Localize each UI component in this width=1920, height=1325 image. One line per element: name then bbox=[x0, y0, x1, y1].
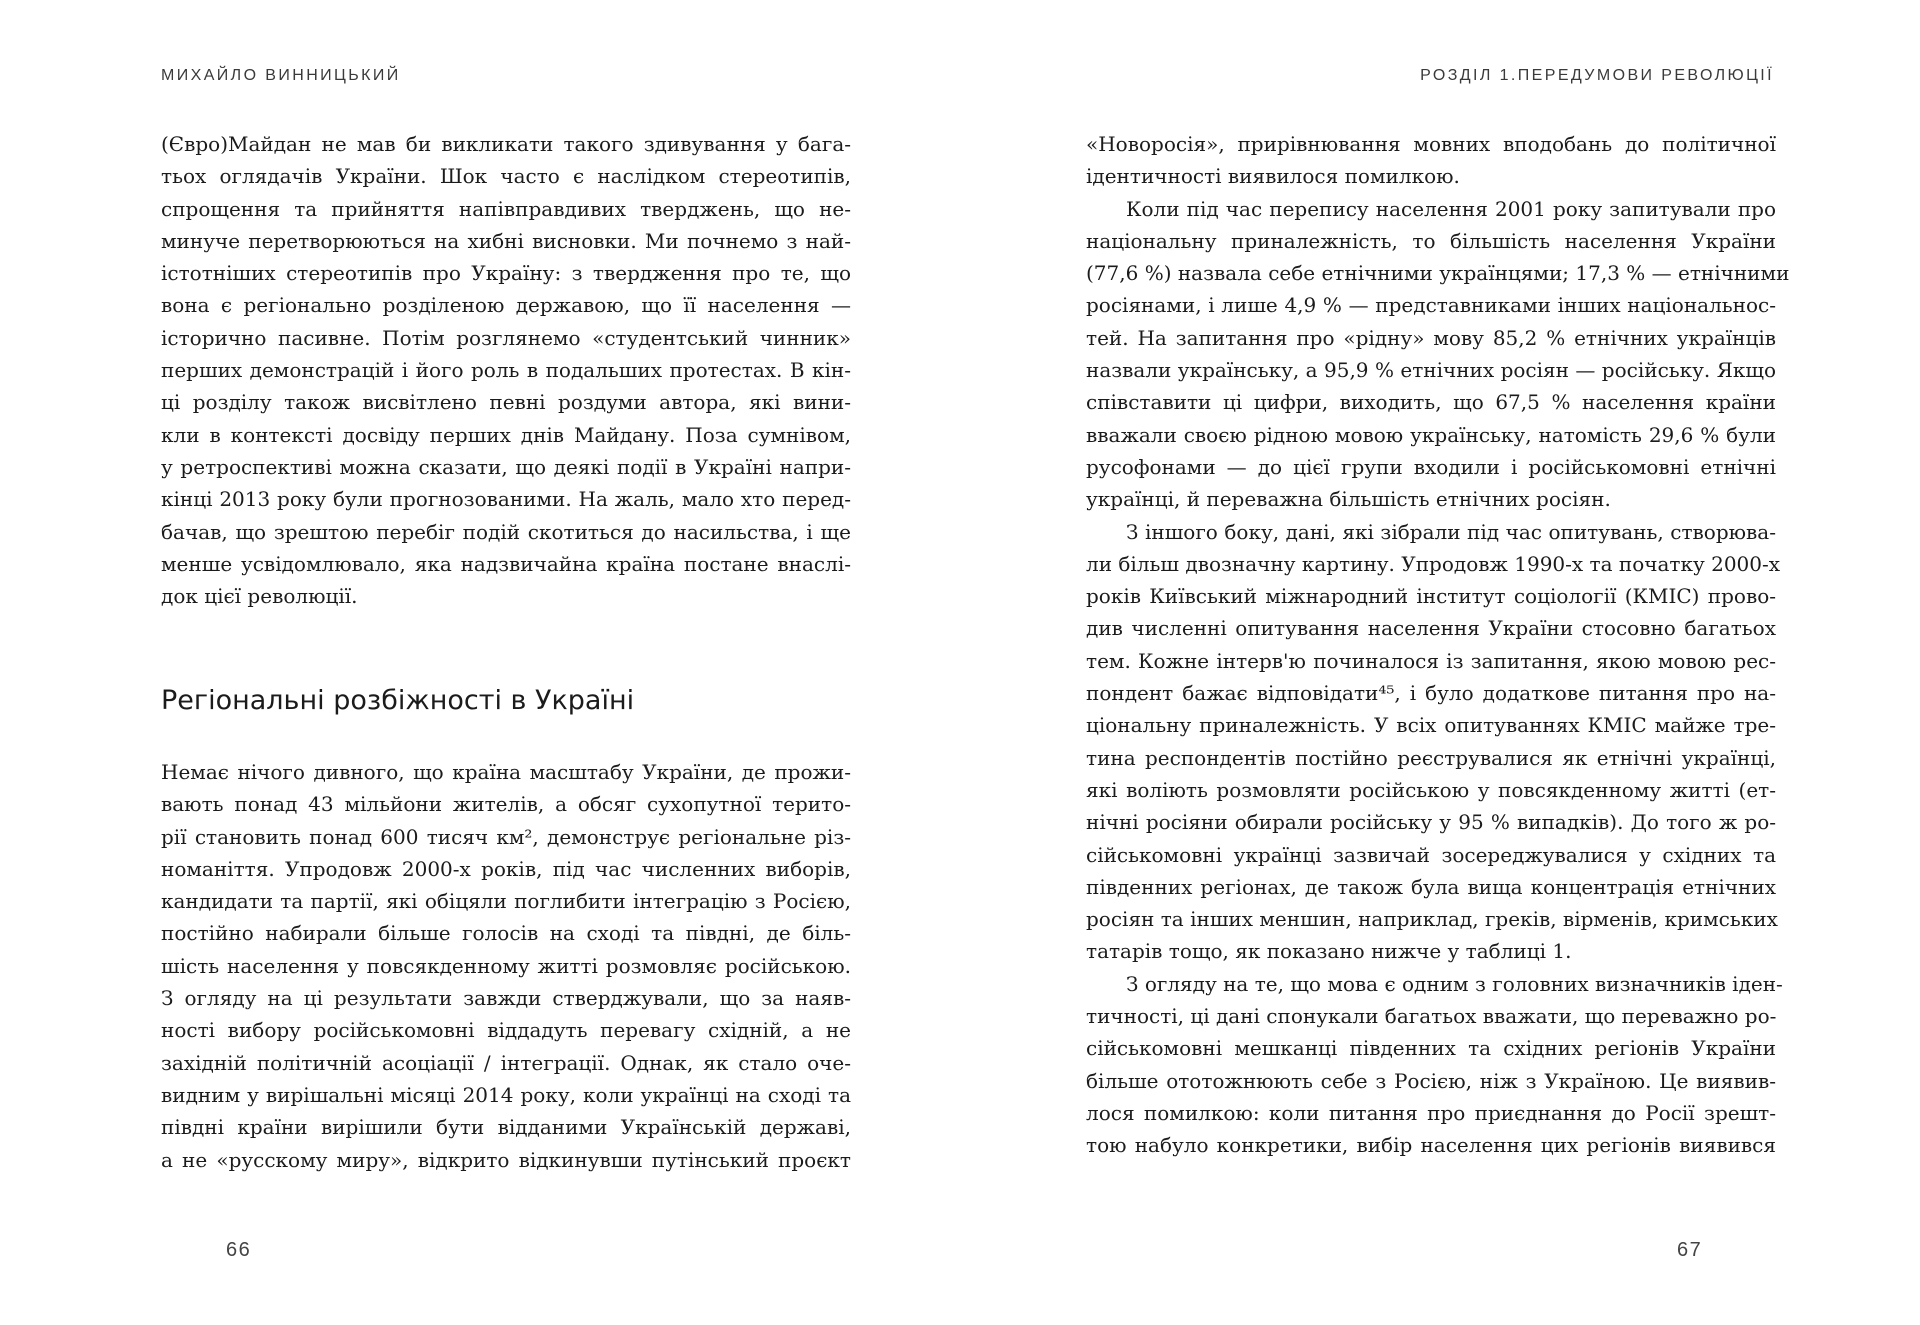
text-line: номаніття. Упродовж 2000-х років, під час численних виборів, bbox=[161, 856, 851, 881]
left-running-head: МИХАЙЛО ВИННИЦЬКИЙ bbox=[161, 67, 401, 84]
text-line: тина респондентів постійно реєструвалися як етнічні українці, bbox=[1086, 745, 1776, 770]
text-line: років Київський міжнародний інститут соціології (КМІС) прово- bbox=[1086, 584, 1776, 609]
text-line: тьох оглядачів України. Шок часто є наслідком стереотипів, bbox=[161, 164, 851, 189]
text-line: З іншого боку, дані, які зібрали під час опитувань, створюва- bbox=[1126, 519, 1776, 544]
text-line: вона є регіонально розділеною державою, що її населення — bbox=[161, 293, 851, 318]
text-line: русофонами — до цієї групи входили і російськомовні етнічні bbox=[1086, 454, 1776, 479]
text-line: видним у вирішальні місяці 2014 року, коли українці на сході та bbox=[161, 1082, 851, 1107]
text-line: південних регіонах, де також була вища концентрація етнічних bbox=[1086, 874, 1776, 899]
text-line: у ретроспективі можна сказати, що деякі події в Україні напри- bbox=[161, 454, 851, 479]
text-line: назвали українську, а 95,9 % етнічних росіян — російську. Якщо bbox=[1086, 358, 1776, 383]
text-line: кінці 2013 року були прогнозованими. На жаль, мало хто перед- bbox=[161, 487, 851, 512]
text-line: тей. На запитання про «рідну» мову 85,2 % етнічних українців bbox=[1086, 325, 1776, 350]
text-line: (Євро)Майдан не мав би викликати такого здивування у бага- bbox=[161, 132, 851, 156]
text-line: західній політичній асоціації / інтеграції. Однак, як стало оче- bbox=[161, 1050, 851, 1075]
text-line: рії становить понад 600 тисяч км², демонструє регіональне різ- bbox=[161, 824, 851, 849]
text-line: вають понад 43 мільйони жителів, а обсяг сухопутної терито- bbox=[161, 792, 851, 817]
text-line: українці, й переважна більшість етнічних росіян. bbox=[1086, 487, 1611, 512]
text-line: вважали своєю рідною мовою українську, натомість 29,6 % були bbox=[1086, 422, 1776, 447]
text-line: кли в контексті досвіду перших днів Майдану. Поза сумнівом, bbox=[161, 422, 851, 447]
text-line: перших демонстрацій і його роль в подальших протестах. В кін- bbox=[161, 358, 851, 383]
right-page bbox=[960, 0, 1920, 1325]
left-page-number: 66 bbox=[226, 1239, 252, 1261]
text-line: а не «русскому миру», відкрито відкинувши путінський проєкт bbox=[161, 1147, 851, 1172]
right-page-number: 67 bbox=[1677, 1239, 1703, 1261]
text-line: істотніших стереотипів про Україну: з твердження про те, що bbox=[161, 261, 851, 286]
text-line: сійськомовні українці зазвичай зосереджувалися у східних та bbox=[1086, 842, 1776, 867]
text-line: більше ототожнюють себе з Росією, ніж з Україною. Це виявив- bbox=[1086, 1068, 1776, 1093]
text-line: шість населення у повсякденному житті розмовляє російською. bbox=[161, 953, 851, 978]
text-line: сійськомовні мешканці південних та східних регіонів України bbox=[1086, 1036, 1776, 1061]
text-line: тичності, ці дані спонукали багатьох вважати, що переважно ро- bbox=[1086, 1004, 1777, 1029]
text-line: національну приналежність, то більшість населення України bbox=[1086, 228, 1776, 253]
text-line: нічні росіяни обирали російську у 95 % випадків). До того ж ро- bbox=[1086, 810, 1776, 835]
text-line: ціональну приналежність. У всіх опитуваннях КМІС майже тре- bbox=[1086, 713, 1776, 738]
text-line: ності вибору російськомовні віддадуть перевагу східній, а не bbox=[161, 1018, 851, 1043]
text-line: постійно набирали більше голосів на сході та півдні, де біль- bbox=[161, 921, 851, 946]
text-line: «Новоросія», прирівнювання мовних вподобань до політичної bbox=[1086, 132, 1776, 156]
text-line: минуче перетворюються на хибні висновки. Ми почнемо з най- bbox=[161, 228, 851, 253]
text-line: росіянами, і лише 4,9 % — представниками інших національнос- bbox=[1086, 293, 1776, 318]
text-line: бачав, що зрештою перебіг подій скотиться до насильства, і ще bbox=[161, 519, 851, 544]
text-line: ідентичності виявилося помилкою. bbox=[1086, 164, 1460, 189]
section-heading: Регіональні розбіжності в Україні bbox=[161, 685, 635, 716]
text-line: тем. Кожне інтерв'ю починалося із запитання, якою мовою рес- bbox=[1086, 648, 1776, 673]
text-line: Коли під час перепису населення 2001 року запитували про bbox=[1126, 196, 1776, 221]
text-line: півдні країни вирішили бути відданими Українській державі, bbox=[161, 1115, 851, 1140]
text-line: лося помилкою: коли питання про приєднання до Росії зрешт- bbox=[1086, 1100, 1776, 1125]
text-line: див численні опитування населення України стосовно багатьох bbox=[1086, 616, 1776, 641]
text-line: які воліють розмовляти російською у повсякденному житті (ет- bbox=[1086, 777, 1776, 802]
text-line: менше усвідомлювало, яка надзвичайна країна постане внаслі- bbox=[161, 551, 851, 576]
right-text-block bbox=[1086, 128, 1790, 1162]
text-line: тою набуло конкретики, вибір населення цих регіонів виявився bbox=[1086, 1133, 1776, 1158]
left-paragraph-1 bbox=[161, 128, 851, 612]
text-line: ли більш двозначну картину. Упродовж 1990-х та початку 2000-х bbox=[1086, 551, 1781, 576]
text-line: історично пасивне. Потім розглянемо «студентський чинник» bbox=[161, 325, 851, 350]
text-line: З огляду на ці результати завжди стверджували, що за наяв- bbox=[161, 986, 851, 1011]
text-line: З огляду на те, що мова є одним з головних визначників іден- bbox=[1126, 971, 1783, 996]
right-running-head: РОЗДІЛ 1.ПЕРЕДУМОВИ РЕВОЛЮЦІЇ bbox=[1420, 67, 1774, 84]
text-line: (77,6 %) назвала себе етнічними українцями; 17,3 % — етнічними bbox=[1086, 261, 1790, 286]
text-line: татарів тощо, як показано нижче у таблиці 1. bbox=[1086, 939, 1572, 964]
text-line: Немає нічого дивного, що країна масштабу України, де прожи- bbox=[161, 760, 851, 784]
text-line: ці розділу також висвітлено певні роздуми автора, які вини- bbox=[161, 390, 851, 415]
text-line: кандидати та партії, які обіцяли поглибити інтеграцію з Росією, bbox=[161, 889, 851, 914]
left-paragraph-2 bbox=[161, 756, 851, 1176]
text-line: спрощення та прийняття напівправдивих тверджень, що не- bbox=[161, 196, 851, 221]
text-line: співставити ці цифри, виходить, що 67,5 % населення країни bbox=[1086, 390, 1776, 415]
text-line: росіян та інших меншин, наприклад, греків, вірменів, кримських bbox=[1086, 907, 1778, 932]
text-line: пондент бажає відповідати⁴⁵, і було додаткове питання про на- bbox=[1086, 681, 1776, 706]
text-line: док цієї революції. bbox=[161, 584, 358, 609]
